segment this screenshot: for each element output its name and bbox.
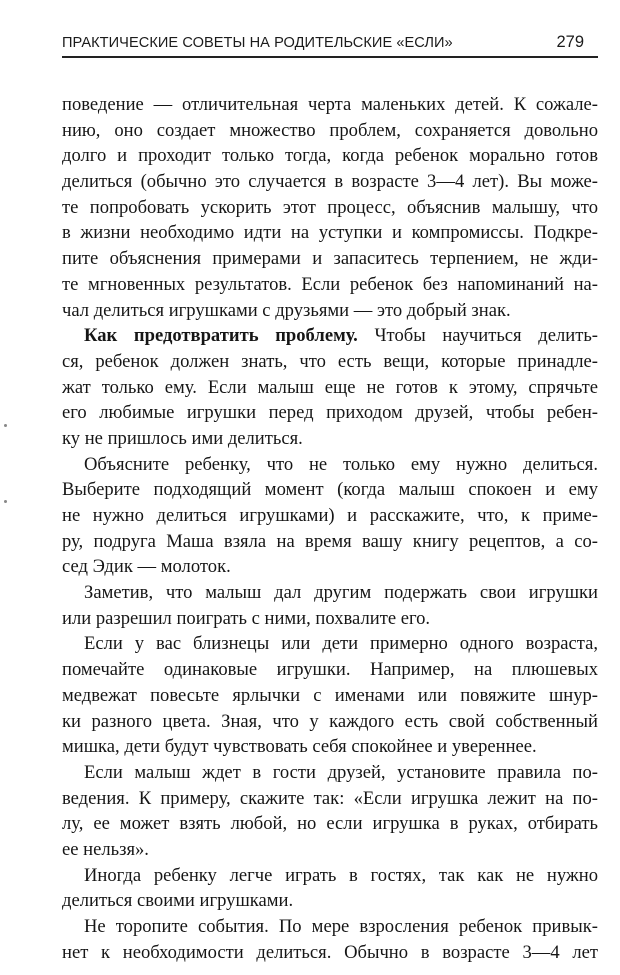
text-line (62, 683, 598, 709)
line-text: поведение — отличительная черта маленьких детей. К сожале- (62, 94, 598, 115)
line-text: долго и проходит только тогда, когда ребенок морально готов (62, 145, 598, 167)
bold-lead-in: Как предотвратить проблему. (84, 325, 358, 347)
line-text: ру, подруга Маша взяла на время вашу книгу рецептов, а со- (62, 530, 598, 552)
page-number: 279 (556, 33, 584, 51)
text-line (62, 477, 598, 503)
line-text: ся, ребенок должен знать, что есть вещи, которые принадле- (62, 350, 598, 372)
line-text: Если у вас близнецы или дети примерно одного возраста, (84, 633, 598, 655)
text-line (62, 888, 598, 914)
text-line (62, 220, 598, 246)
line-text: Заметив, что малыш дал другим подержать свои игрушки (84, 582, 598, 604)
line-text: мишка, дети будут чувствовать себя спокойнее и увереннее. (62, 736, 537, 758)
line-text: ки разного цвета. Зная, что у каждого есть свой собственный (62, 710, 598, 732)
text-line (62, 272, 598, 298)
text-line (62, 400, 598, 426)
text-line (62, 298, 598, 324)
text-line (62, 169, 598, 195)
running-title: ПРАКТИЧЕСКИЕ СОВЕТЫ НА РОДИТЕЛЬСКИЕ «ЕСЛИ» (62, 35, 453, 51)
line-text: в жизни необходимо идти на уступки и компромиссы. Подкре- (62, 222, 598, 244)
line-text: или разрешил поиграть с ними, похвалите его. (62, 607, 431, 629)
line-text: делиться своими игрушками. (62, 890, 294, 912)
line-text: медвежат повесьте ярлычки с именами или повяжите шнур- (62, 684, 598, 706)
line-text: пите объяснения примерами и запаситесь терпением, не жди- (62, 248, 598, 270)
text-line (62, 92, 598, 118)
line-text: лу, ее может взять любой, но если игрушка в руках, отбирать (62, 813, 598, 835)
line-text: его любимые игрушки перед приходом друзей, чтобы ребен- (62, 402, 598, 424)
line-text: Чтобы научиться делить- (357, 325, 598, 347)
text-line (62, 837, 598, 863)
line-text: Выберите подходящий момент (когда малыш спокоен и ему (62, 479, 598, 501)
text-line (62, 760, 598, 786)
text-line (62, 863, 598, 889)
line-text: Объясните ребенку, что не только ему нужно делиться. (84, 453, 598, 475)
text-line (62, 375, 598, 401)
line-text: делиться (обычно это случается в возрасте 3—4 лет). Вы може- (62, 171, 598, 193)
text-line (62, 426, 598, 452)
text-line (62, 631, 598, 657)
page-header (62, 30, 598, 58)
line-text: Иногда ребенку легче играть в гостях, так как не нужно (84, 864, 598, 886)
text-line (62, 503, 598, 529)
text-line (62, 143, 598, 169)
text-line (62, 811, 598, 837)
line-text: не нужно делиться игрушками) и расскажите, что, к приме- (62, 505, 598, 526)
line-text: помечайте одинаковые игрушки. Например, на плюшевых (62, 659, 598, 681)
text-line (62, 606, 598, 632)
text-line (62, 195, 598, 221)
text-line (62, 580, 598, 606)
scan-speck (4, 500, 7, 503)
text-line (62, 657, 598, 683)
line-text: те мгновенных результатов. Если ребенок без напоминаний на- (62, 273, 598, 295)
line-text: Не торопите события. По мере взросления ребенок привык- (84, 916, 598, 937)
line-text: нет к необходимости делиться. Обычно в возрасте 3—4 лет (62, 941, 598, 963)
text-line (62, 529, 598, 555)
text-line (62, 554, 598, 580)
line-text: сед Эдик — молоток. (62, 556, 231, 578)
text-line (62, 246, 598, 272)
line-text: Если малыш ждет в гости друзей, установите правила по- (84, 761, 598, 783)
line-text: те попробовать ускорить этот процесс, объяснив малышу, что (62, 196, 598, 218)
line-text: ее нельзя». (62, 838, 149, 860)
line-text: нию, оно создает множество проблем, сохраняется довольно (62, 119, 598, 141)
text-line (62, 734, 598, 760)
line-text: ку не пришлось ими делиться. (62, 427, 303, 449)
text-line (62, 914, 598, 940)
text-line (62, 452, 598, 478)
text-line (62, 118, 598, 144)
line-text: жат только ему. Если малыш еще не готов к этому, спрячьте (62, 376, 598, 398)
scan-speck (4, 424, 7, 427)
text-line (62, 786, 598, 812)
line-text: ведения. К примеру, скажите так: «Если игрушка лежит на по- (62, 787, 598, 809)
text-line (62, 709, 598, 735)
line-text: чал делиться игрушками с друзьями — это добрый знак. (62, 299, 511, 321)
body-text (62, 92, 598, 965)
text-line (62, 349, 598, 375)
text-line (62, 940, 598, 966)
text-line (62, 323, 598, 349)
